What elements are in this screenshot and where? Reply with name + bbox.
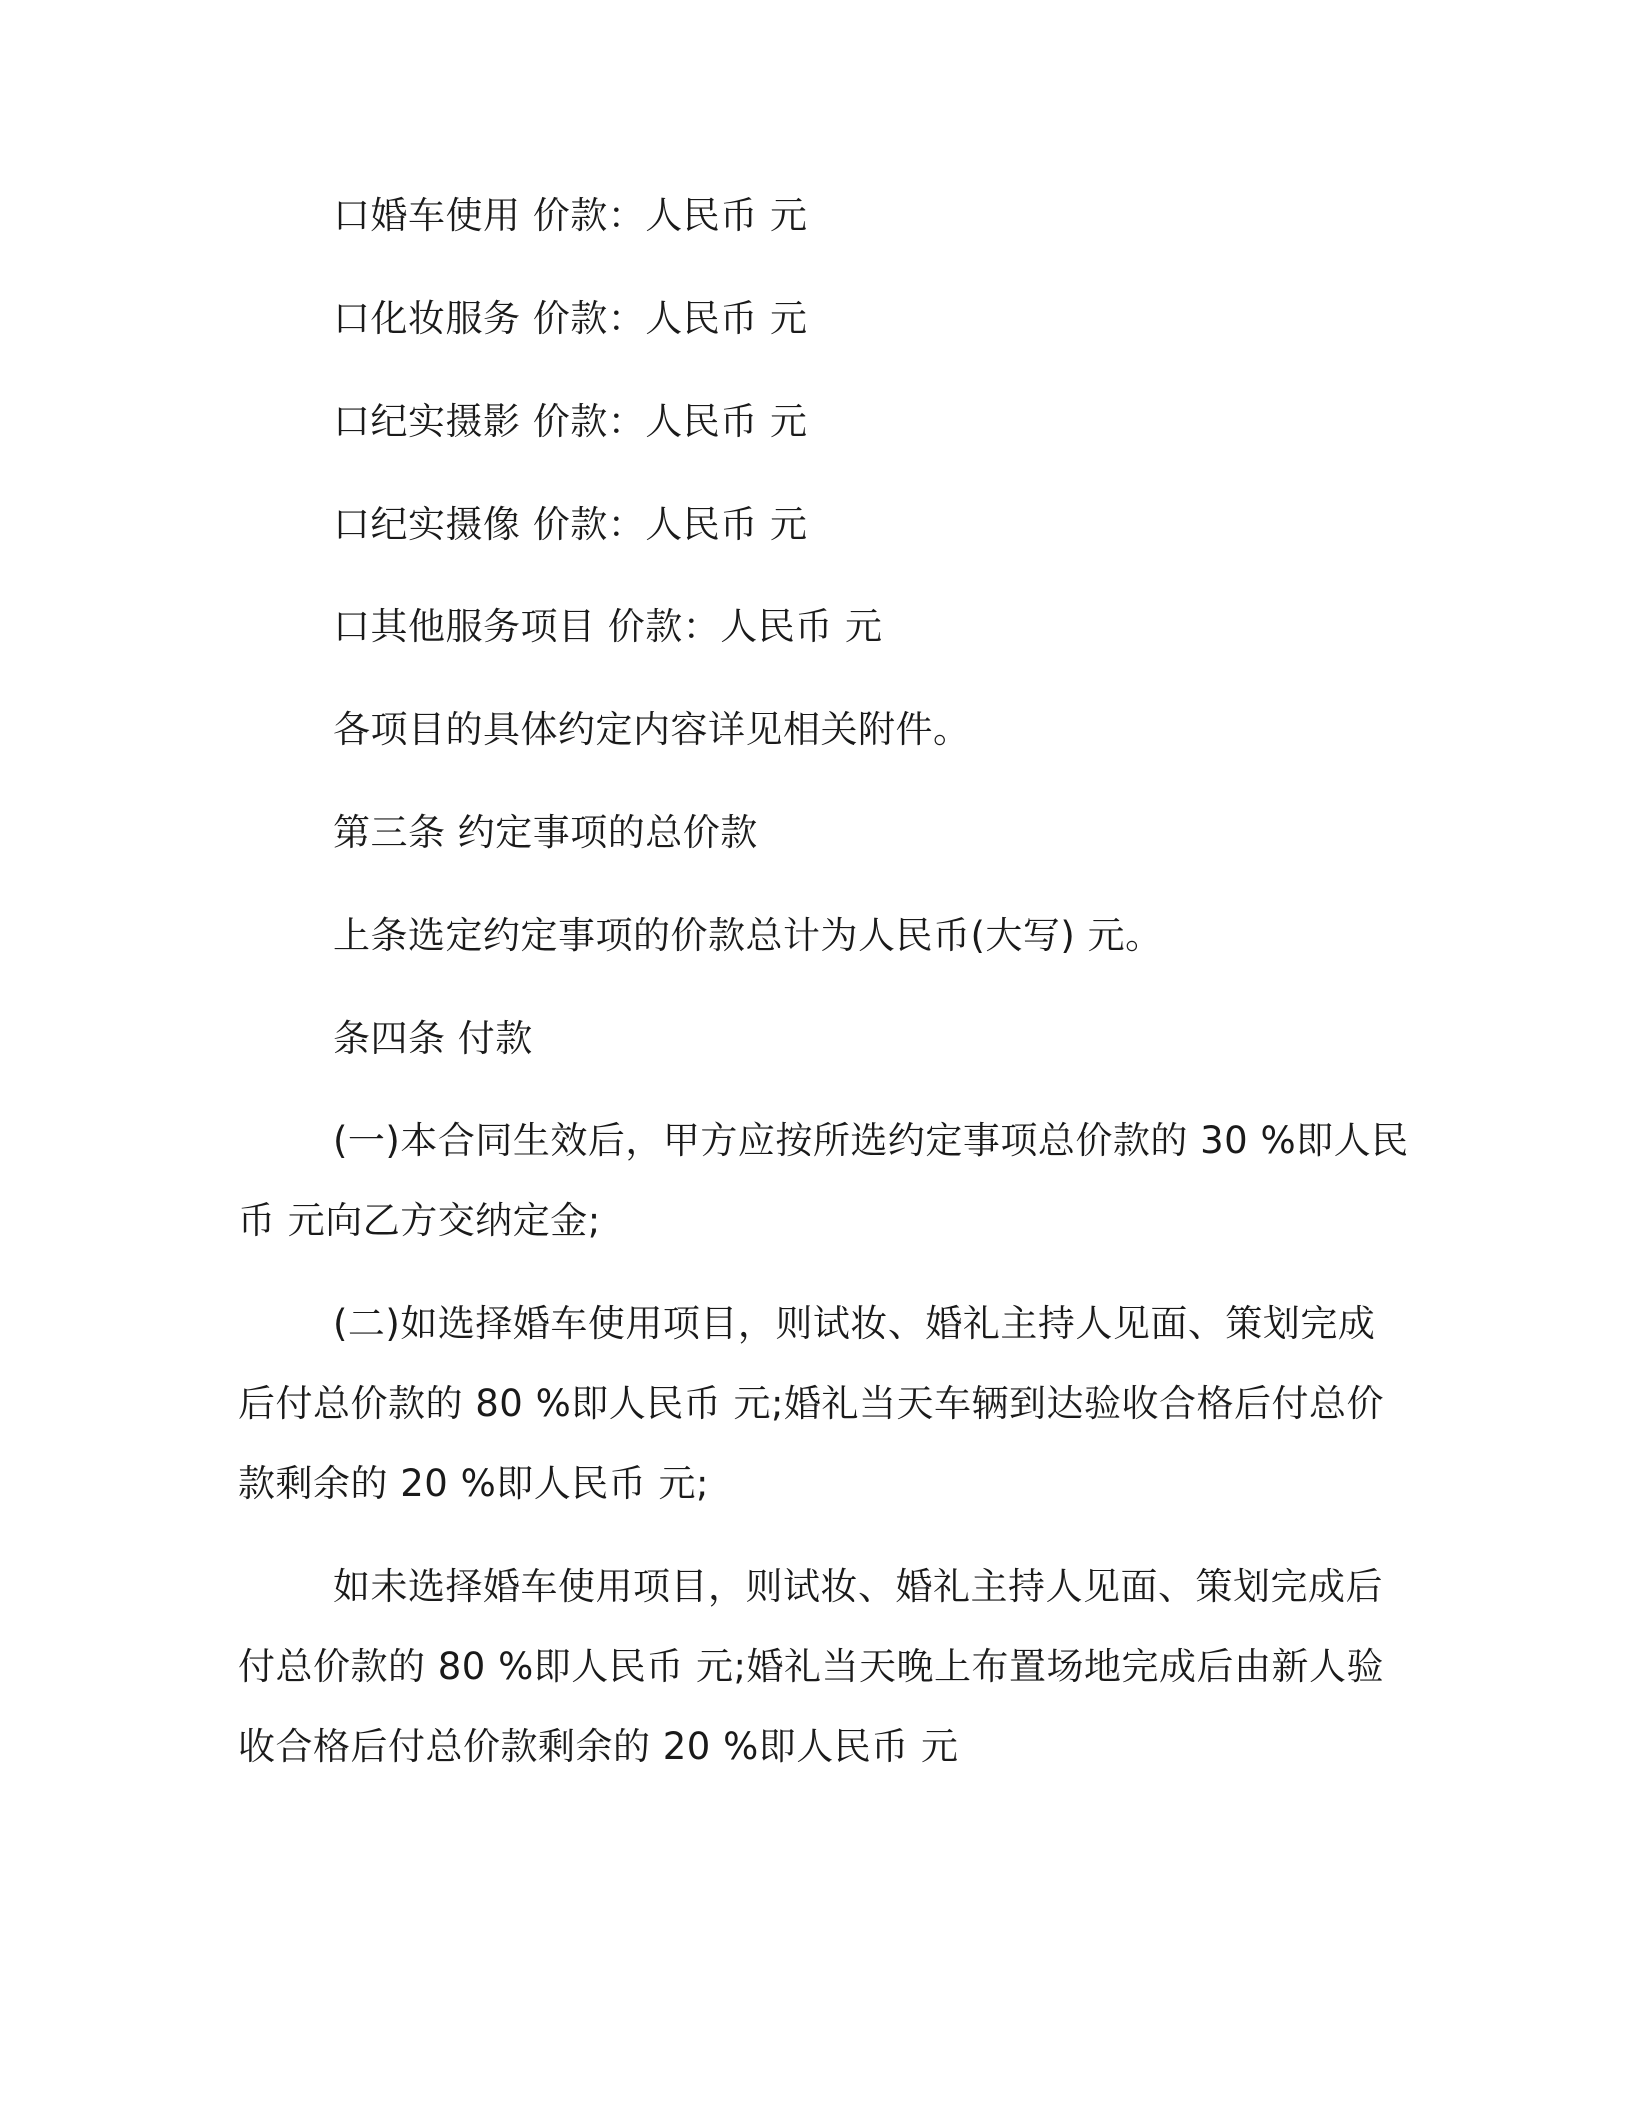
clause-3-line-1: 如未选择婚车使用项目，则试妆、婚礼主持人见面、策划完成后 <box>333 1565 1383 1608</box>
clause-1-line-1: (一)本合同生效后，甲方应按所选约定事项总价款的 30 %即人民 <box>333 1119 1409 1162</box>
clause-3-line-2: 付总价款的 80 %即人民币 元;婚礼当天晚上布置场地完成后由新人验 <box>238 1645 1384 1688</box>
attachment-note: 各项目的具体约定内容详见相关附件。 <box>333 708 971 751</box>
price-item-other-services: 口其他服务项目 价款：人民币 元 <box>333 605 883 648</box>
clause-2-line-2: 后付总价款的 80 %即人民币 元;婚礼当天车辆到达验收合格后付总价 <box>238 1382 1384 1425</box>
price-item-wedding-car: 口婚车使用 价款：人民币 元 <box>333 194 808 237</box>
clause-2-line-3: 款剩余的 20 %即人民币 元; <box>238 1462 709 1505</box>
price-item-videography: 口纪实摄像 价款：人民币 元 <box>333 503 808 546</box>
price-item-photography: 口纪实摄影 价款：人民币 元 <box>333 400 808 443</box>
price-item-makeup: 口化妆服务 价款：人民币 元 <box>333 297 808 340</box>
clause-1-line-2: 币 元向乙方交纳定金; <box>238 1199 601 1242</box>
clause-3-line-3: 收合格后付总价款剩余的 20 %即人民币 元 <box>238 1725 959 1768</box>
clause-2-line-1: (二)如选择婚车使用项目，则试妆、婚礼主持人见面、策划完成 <box>333 1302 1376 1345</box>
article-4-heading: 条四条 付款 <box>333 1017 533 1060</box>
article-3-body: 上条选定约定事项的价款总计为人民币(大写) 元。 <box>333 914 1163 957</box>
article-3-heading: 第三条 约定事项的总价款 <box>333 811 758 854</box>
